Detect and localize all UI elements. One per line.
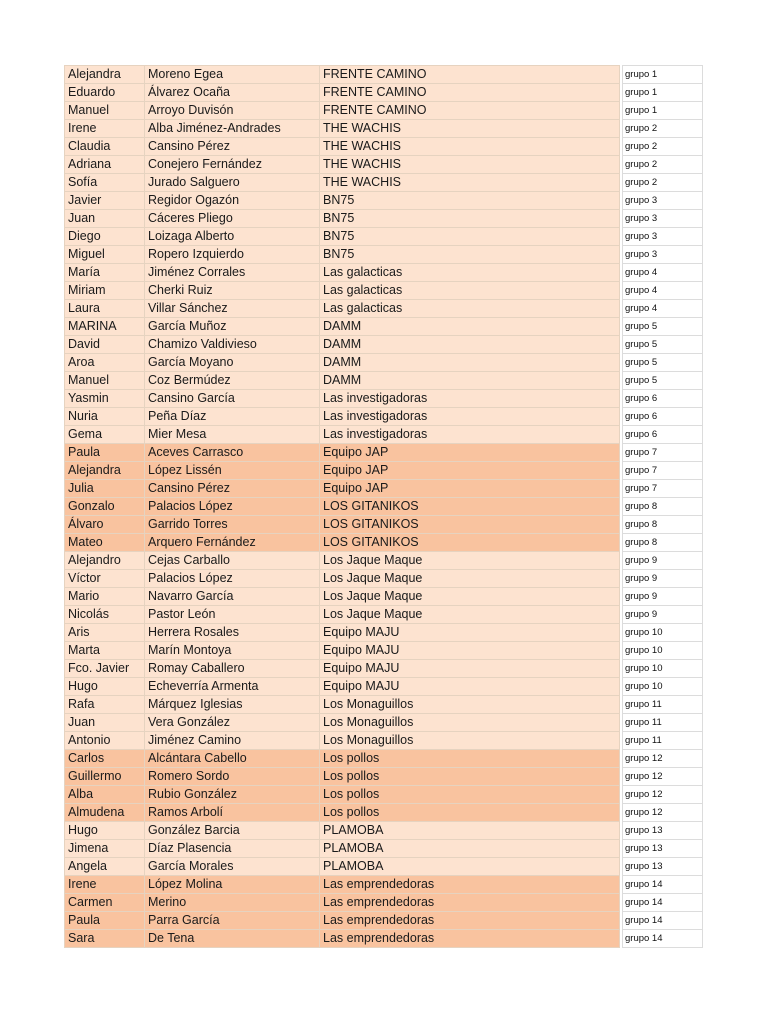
table-row <box>65 354 703 372</box>
team-name-cell: DAMM <box>320 318 620 336</box>
group-cell: grupo 12 <box>623 750 703 768</box>
first-name-cell: Miguel <box>65 246 145 264</box>
group-cell: grupo 1 <box>623 102 703 120</box>
team-name-cell: DAMM <box>320 372 620 390</box>
table-row <box>65 444 703 462</box>
team-name-cell: Las investigadoras <box>320 426 620 444</box>
first-name-cell: Álvaro <box>65 516 145 534</box>
first-name-cell: Juan <box>65 210 145 228</box>
group-cell: grupo 3 <box>623 228 703 246</box>
group-cell: grupo 4 <box>623 300 703 318</box>
table-row <box>65 714 703 732</box>
table-row <box>65 678 703 696</box>
group-cell: grupo 10 <box>623 678 703 696</box>
team-name-cell: BN75 <box>320 228 620 246</box>
table-row <box>65 138 703 156</box>
last-name-cell: Jurado Salguero <box>145 174 320 192</box>
group-cell: grupo 2 <box>623 156 703 174</box>
team-name-cell: Las galacticas <box>320 282 620 300</box>
team-name-cell: DAMM <box>320 354 620 372</box>
first-name-cell: Alejandra <box>65 462 145 480</box>
team-name-cell: LOS GITANIKOS <box>320 498 620 516</box>
group-cell: grupo 2 <box>623 174 703 192</box>
first-name-cell: Antonio <box>65 732 145 750</box>
first-name-cell: MARINA <box>65 318 145 336</box>
first-name-cell: Alba <box>65 786 145 804</box>
table-row <box>65 156 703 174</box>
last-name-cell: Loizaga Alberto <box>145 228 320 246</box>
table-row <box>65 660 703 678</box>
table-row <box>65 552 703 570</box>
team-name-cell: Las investigadoras <box>320 390 620 408</box>
table-row <box>65 228 703 246</box>
team-name-cell: Las emprendedoras <box>320 876 620 894</box>
group-cell: grupo 7 <box>623 480 703 498</box>
first-name-cell: Laura <box>65 300 145 318</box>
last-name-cell: Villar Sánchez <box>145 300 320 318</box>
group-cell: grupo 3 <box>623 246 703 264</box>
table-row <box>65 498 703 516</box>
team-name-cell: Equipo MAJU <box>320 642 620 660</box>
team-name-cell: Las emprendedoras <box>320 912 620 930</box>
group-cell: grupo 7 <box>623 462 703 480</box>
table-row <box>65 894 703 912</box>
table-row <box>65 372 703 390</box>
first-name-cell: Fco. Javier <box>65 660 145 678</box>
last-name-cell: Mier Mesa <box>145 426 320 444</box>
table-row <box>65 858 703 876</box>
team-name-cell: Los Monaguillos <box>320 732 620 750</box>
roster-body <box>65 66 703 948</box>
last-name-cell: García Moyano <box>145 354 320 372</box>
table-row <box>65 624 703 642</box>
table-row <box>65 642 703 660</box>
group-cell: grupo 2 <box>623 138 703 156</box>
last-name-cell: Merino <box>145 894 320 912</box>
last-name-cell: González Barcia <box>145 822 320 840</box>
first-name-cell: Adriana <box>65 156 145 174</box>
team-roster-table <box>64 65 703 948</box>
team-name-cell: PLAMOBA <box>320 858 620 876</box>
first-name-cell: Aris <box>65 624 145 642</box>
group-cell: grupo 6 <box>623 408 703 426</box>
group-cell: grupo 11 <box>623 732 703 750</box>
group-cell: grupo 14 <box>623 894 703 912</box>
first-name-cell: Alejandra <box>65 66 145 84</box>
last-name-cell: Echeverría Armenta <box>145 678 320 696</box>
team-name-cell: Equipo JAP <box>320 462 620 480</box>
team-name-cell: Los pollos <box>320 750 620 768</box>
last-name-cell: Alcántara Cabello <box>145 750 320 768</box>
last-name-cell: Álvarez Ocaña <box>145 84 320 102</box>
team-name-cell: Los Jaque Maque <box>320 606 620 624</box>
table-row <box>65 588 703 606</box>
team-name-cell: DAMM <box>320 336 620 354</box>
first-name-cell: Marta <box>65 642 145 660</box>
team-name-cell: FRENTE CAMINO <box>320 66 620 84</box>
first-name-cell: Manuel <box>65 372 145 390</box>
first-name-cell: Alejandro <box>65 552 145 570</box>
group-cell: grupo 14 <box>623 912 703 930</box>
table-row <box>65 66 703 84</box>
table-row <box>65 480 703 498</box>
group-cell: grupo 7 <box>623 444 703 462</box>
table-row <box>65 786 703 804</box>
team-name-cell: Los pollos <box>320 786 620 804</box>
first-name-cell: Mario <box>65 588 145 606</box>
last-name-cell: Chamizo Valdivieso <box>145 336 320 354</box>
last-name-cell: Garrido Torres <box>145 516 320 534</box>
team-name-cell: Las emprendedoras <box>320 894 620 912</box>
table-row <box>65 318 703 336</box>
group-cell: grupo 5 <box>623 318 703 336</box>
first-name-cell: Gema <box>65 426 145 444</box>
group-cell: grupo 4 <box>623 264 703 282</box>
first-name-cell: María <box>65 264 145 282</box>
group-cell: grupo 13 <box>623 858 703 876</box>
last-name-cell: García Morales <box>145 858 320 876</box>
table-row <box>65 174 703 192</box>
group-cell: grupo 12 <box>623 768 703 786</box>
team-name-cell: Los pollos <box>320 768 620 786</box>
first-name-cell: Carmen <box>65 894 145 912</box>
group-cell: grupo 9 <box>623 588 703 606</box>
last-name-cell: Herrera Rosales <box>145 624 320 642</box>
group-cell: grupo 2 <box>623 120 703 138</box>
group-cell: grupo 5 <box>623 372 703 390</box>
table-row <box>65 84 703 102</box>
first-name-cell: Hugo <box>65 822 145 840</box>
team-name-cell: PLAMOBA <box>320 840 620 858</box>
first-name-cell: Sara <box>65 930 145 948</box>
first-name-cell: Paula <box>65 912 145 930</box>
team-name-cell: Los Monaguillos <box>320 714 620 732</box>
first-name-cell: Yasmin <box>65 390 145 408</box>
group-cell: grupo 10 <box>623 642 703 660</box>
last-name-cell: Aceves Carrasco <box>145 444 320 462</box>
first-name-cell: Diego <box>65 228 145 246</box>
group-cell: grupo 10 <box>623 660 703 678</box>
group-cell: grupo 6 <box>623 390 703 408</box>
last-name-cell: Palacios López <box>145 570 320 588</box>
team-name-cell: PLAMOBA <box>320 822 620 840</box>
team-name-cell: FRENTE CAMINO <box>320 102 620 120</box>
first-name-cell: Carlos <box>65 750 145 768</box>
table-row <box>65 516 703 534</box>
group-cell: grupo 6 <box>623 426 703 444</box>
team-name-cell: Los Jaque Maque <box>320 552 620 570</box>
last-name-cell: Cansino García <box>145 390 320 408</box>
team-name-cell: Equipo MAJU <box>320 660 620 678</box>
first-name-cell: Víctor <box>65 570 145 588</box>
first-name-cell: Rafa <box>65 696 145 714</box>
group-cell: grupo 11 <box>623 696 703 714</box>
table-row <box>65 264 703 282</box>
first-name-cell: Gonzalo <box>65 498 145 516</box>
table-row <box>65 822 703 840</box>
group-cell: grupo 14 <box>623 876 703 894</box>
first-name-cell: Irene <box>65 120 145 138</box>
last-name-cell: Cherki Ruiz <box>145 282 320 300</box>
team-name-cell: Equipo MAJU <box>320 624 620 642</box>
last-name-cell: Rubio González <box>145 786 320 804</box>
last-name-cell: Palacios López <box>145 498 320 516</box>
team-name-cell: BN75 <box>320 192 620 210</box>
table-row <box>65 804 703 822</box>
group-cell: grupo 8 <box>623 498 703 516</box>
team-name-cell: Equipo JAP <box>320 480 620 498</box>
first-name-cell: Aroa <box>65 354 145 372</box>
group-cell: grupo 9 <box>623 552 703 570</box>
table-row <box>65 192 703 210</box>
last-name-cell: Díaz Plasencia <box>145 840 320 858</box>
last-name-cell: García Muñoz <box>145 318 320 336</box>
last-name-cell: Jiménez Camino <box>145 732 320 750</box>
first-name-cell: Mateo <box>65 534 145 552</box>
group-cell: grupo 9 <box>623 606 703 624</box>
last-name-cell: Arquero Fernández <box>145 534 320 552</box>
table-row <box>65 912 703 930</box>
table-row <box>65 282 703 300</box>
last-name-cell: Arroyo Duvisón <box>145 102 320 120</box>
team-name-cell: BN75 <box>320 210 620 228</box>
last-name-cell: Ropero Izquierdo <box>145 246 320 264</box>
first-name-cell: Angela <box>65 858 145 876</box>
first-name-cell: David <box>65 336 145 354</box>
first-name-cell: Juan <box>65 714 145 732</box>
last-name-cell: Pastor León <box>145 606 320 624</box>
group-cell: grupo 12 <box>623 786 703 804</box>
last-name-cell: Moreno Egea <box>145 66 320 84</box>
table-row <box>65 426 703 444</box>
first-name-cell: Nicolás <box>65 606 145 624</box>
table-row <box>65 570 703 588</box>
team-name-cell: Las galacticas <box>320 300 620 318</box>
table-row <box>65 768 703 786</box>
group-cell: grupo 3 <box>623 192 703 210</box>
last-name-cell: Parra García <box>145 912 320 930</box>
team-name-cell: THE WACHIS <box>320 138 620 156</box>
group-cell: grupo 9 <box>623 570 703 588</box>
last-name-cell: Vera González <box>145 714 320 732</box>
group-cell: grupo 5 <box>623 354 703 372</box>
first-name-cell: Julia <box>65 480 145 498</box>
table-row <box>65 390 703 408</box>
last-name-cell: Peña Díaz <box>145 408 320 426</box>
first-name-cell: Paula <box>65 444 145 462</box>
first-name-cell: Hugo <box>65 678 145 696</box>
first-name-cell: Almudena <box>65 804 145 822</box>
group-cell: grupo 4 <box>623 282 703 300</box>
last-name-cell: Cansino Pérez <box>145 138 320 156</box>
last-name-cell: De Tena <box>145 930 320 948</box>
team-name-cell: Los pollos <box>320 804 620 822</box>
team-name-cell: Los Jaque Maque <box>320 588 620 606</box>
first-name-cell: Manuel <box>65 102 145 120</box>
table-row <box>65 732 703 750</box>
team-name-cell: THE WACHIS <box>320 174 620 192</box>
last-name-cell: Regidor Ogazón <box>145 192 320 210</box>
group-cell: grupo 1 <box>623 84 703 102</box>
team-name-cell: Equipo JAP <box>320 444 620 462</box>
table-row <box>65 102 703 120</box>
table-row <box>65 930 703 948</box>
team-name-cell: LOS GITANIKOS <box>320 516 620 534</box>
last-name-cell: Romay Caballero <box>145 660 320 678</box>
team-name-cell: Las galacticas <box>320 264 620 282</box>
last-name-cell: López Molina <box>145 876 320 894</box>
group-cell: grupo 11 <box>623 714 703 732</box>
table-row <box>65 696 703 714</box>
table-row <box>65 750 703 768</box>
table-row <box>65 876 703 894</box>
team-name-cell: Los Jaque Maque <box>320 570 620 588</box>
team-name-cell: Las investigadoras <box>320 408 620 426</box>
team-name-cell: Las emprendedoras <box>320 930 620 948</box>
first-name-cell: Miriam <box>65 282 145 300</box>
group-cell: grupo 14 <box>623 930 703 948</box>
table-row <box>65 336 703 354</box>
table-row <box>65 408 703 426</box>
first-name-cell: Sofía <box>65 174 145 192</box>
team-name-cell: BN75 <box>320 246 620 264</box>
last-name-cell: Romero Sordo <box>145 768 320 786</box>
last-name-cell: Alba Jiménez-Andrades <box>145 120 320 138</box>
group-cell: grupo 12 <box>623 804 703 822</box>
first-name-cell: Javier <box>65 192 145 210</box>
last-name-cell: Navarro García <box>145 588 320 606</box>
team-name-cell: Los Monaguillos <box>320 696 620 714</box>
group-cell: grupo 13 <box>623 822 703 840</box>
first-name-cell: Jimena <box>65 840 145 858</box>
group-cell: grupo 13 <box>623 840 703 858</box>
first-name-cell: Irene <box>65 876 145 894</box>
team-name-cell: THE WACHIS <box>320 120 620 138</box>
group-cell: grupo 1 <box>623 66 703 84</box>
group-cell: grupo 3 <box>623 210 703 228</box>
first-name-cell: Eduardo <box>65 84 145 102</box>
first-name-cell: Nuria <box>65 408 145 426</box>
first-name-cell: Guillermo <box>65 768 145 786</box>
last-name-cell: Márquez Iglesias <box>145 696 320 714</box>
first-name-cell: Claudia <box>65 138 145 156</box>
last-name-cell: Conejero Fernández <box>145 156 320 174</box>
table-row <box>65 606 703 624</box>
group-cell: grupo 10 <box>623 624 703 642</box>
last-name-cell: Cáceres Pliego <box>145 210 320 228</box>
last-name-cell: Jiménez Corrales <box>145 264 320 282</box>
last-name-cell: Coz Bermúdez <box>145 372 320 390</box>
team-name-cell: Equipo MAJU <box>320 678 620 696</box>
last-name-cell: Cejas Carballo <box>145 552 320 570</box>
group-cell: grupo 8 <box>623 516 703 534</box>
group-cell: grupo 8 <box>623 534 703 552</box>
table-row <box>65 210 703 228</box>
table-row <box>65 840 703 858</box>
table-row <box>65 120 703 138</box>
team-name-cell: LOS GITANIKOS <box>320 534 620 552</box>
table-row <box>65 300 703 318</box>
team-name-cell: THE WACHIS <box>320 156 620 174</box>
last-name-cell: López Lissén <box>145 462 320 480</box>
last-name-cell: Ramos Arbolí <box>145 804 320 822</box>
table-row <box>65 462 703 480</box>
group-cell: grupo 5 <box>623 336 703 354</box>
last-name-cell: Cansino Pérez <box>145 480 320 498</box>
table-row <box>65 246 703 264</box>
last-name-cell: Marín Montoya <box>145 642 320 660</box>
table-row <box>65 534 703 552</box>
team-name-cell: FRENTE CAMINO <box>320 84 620 102</box>
